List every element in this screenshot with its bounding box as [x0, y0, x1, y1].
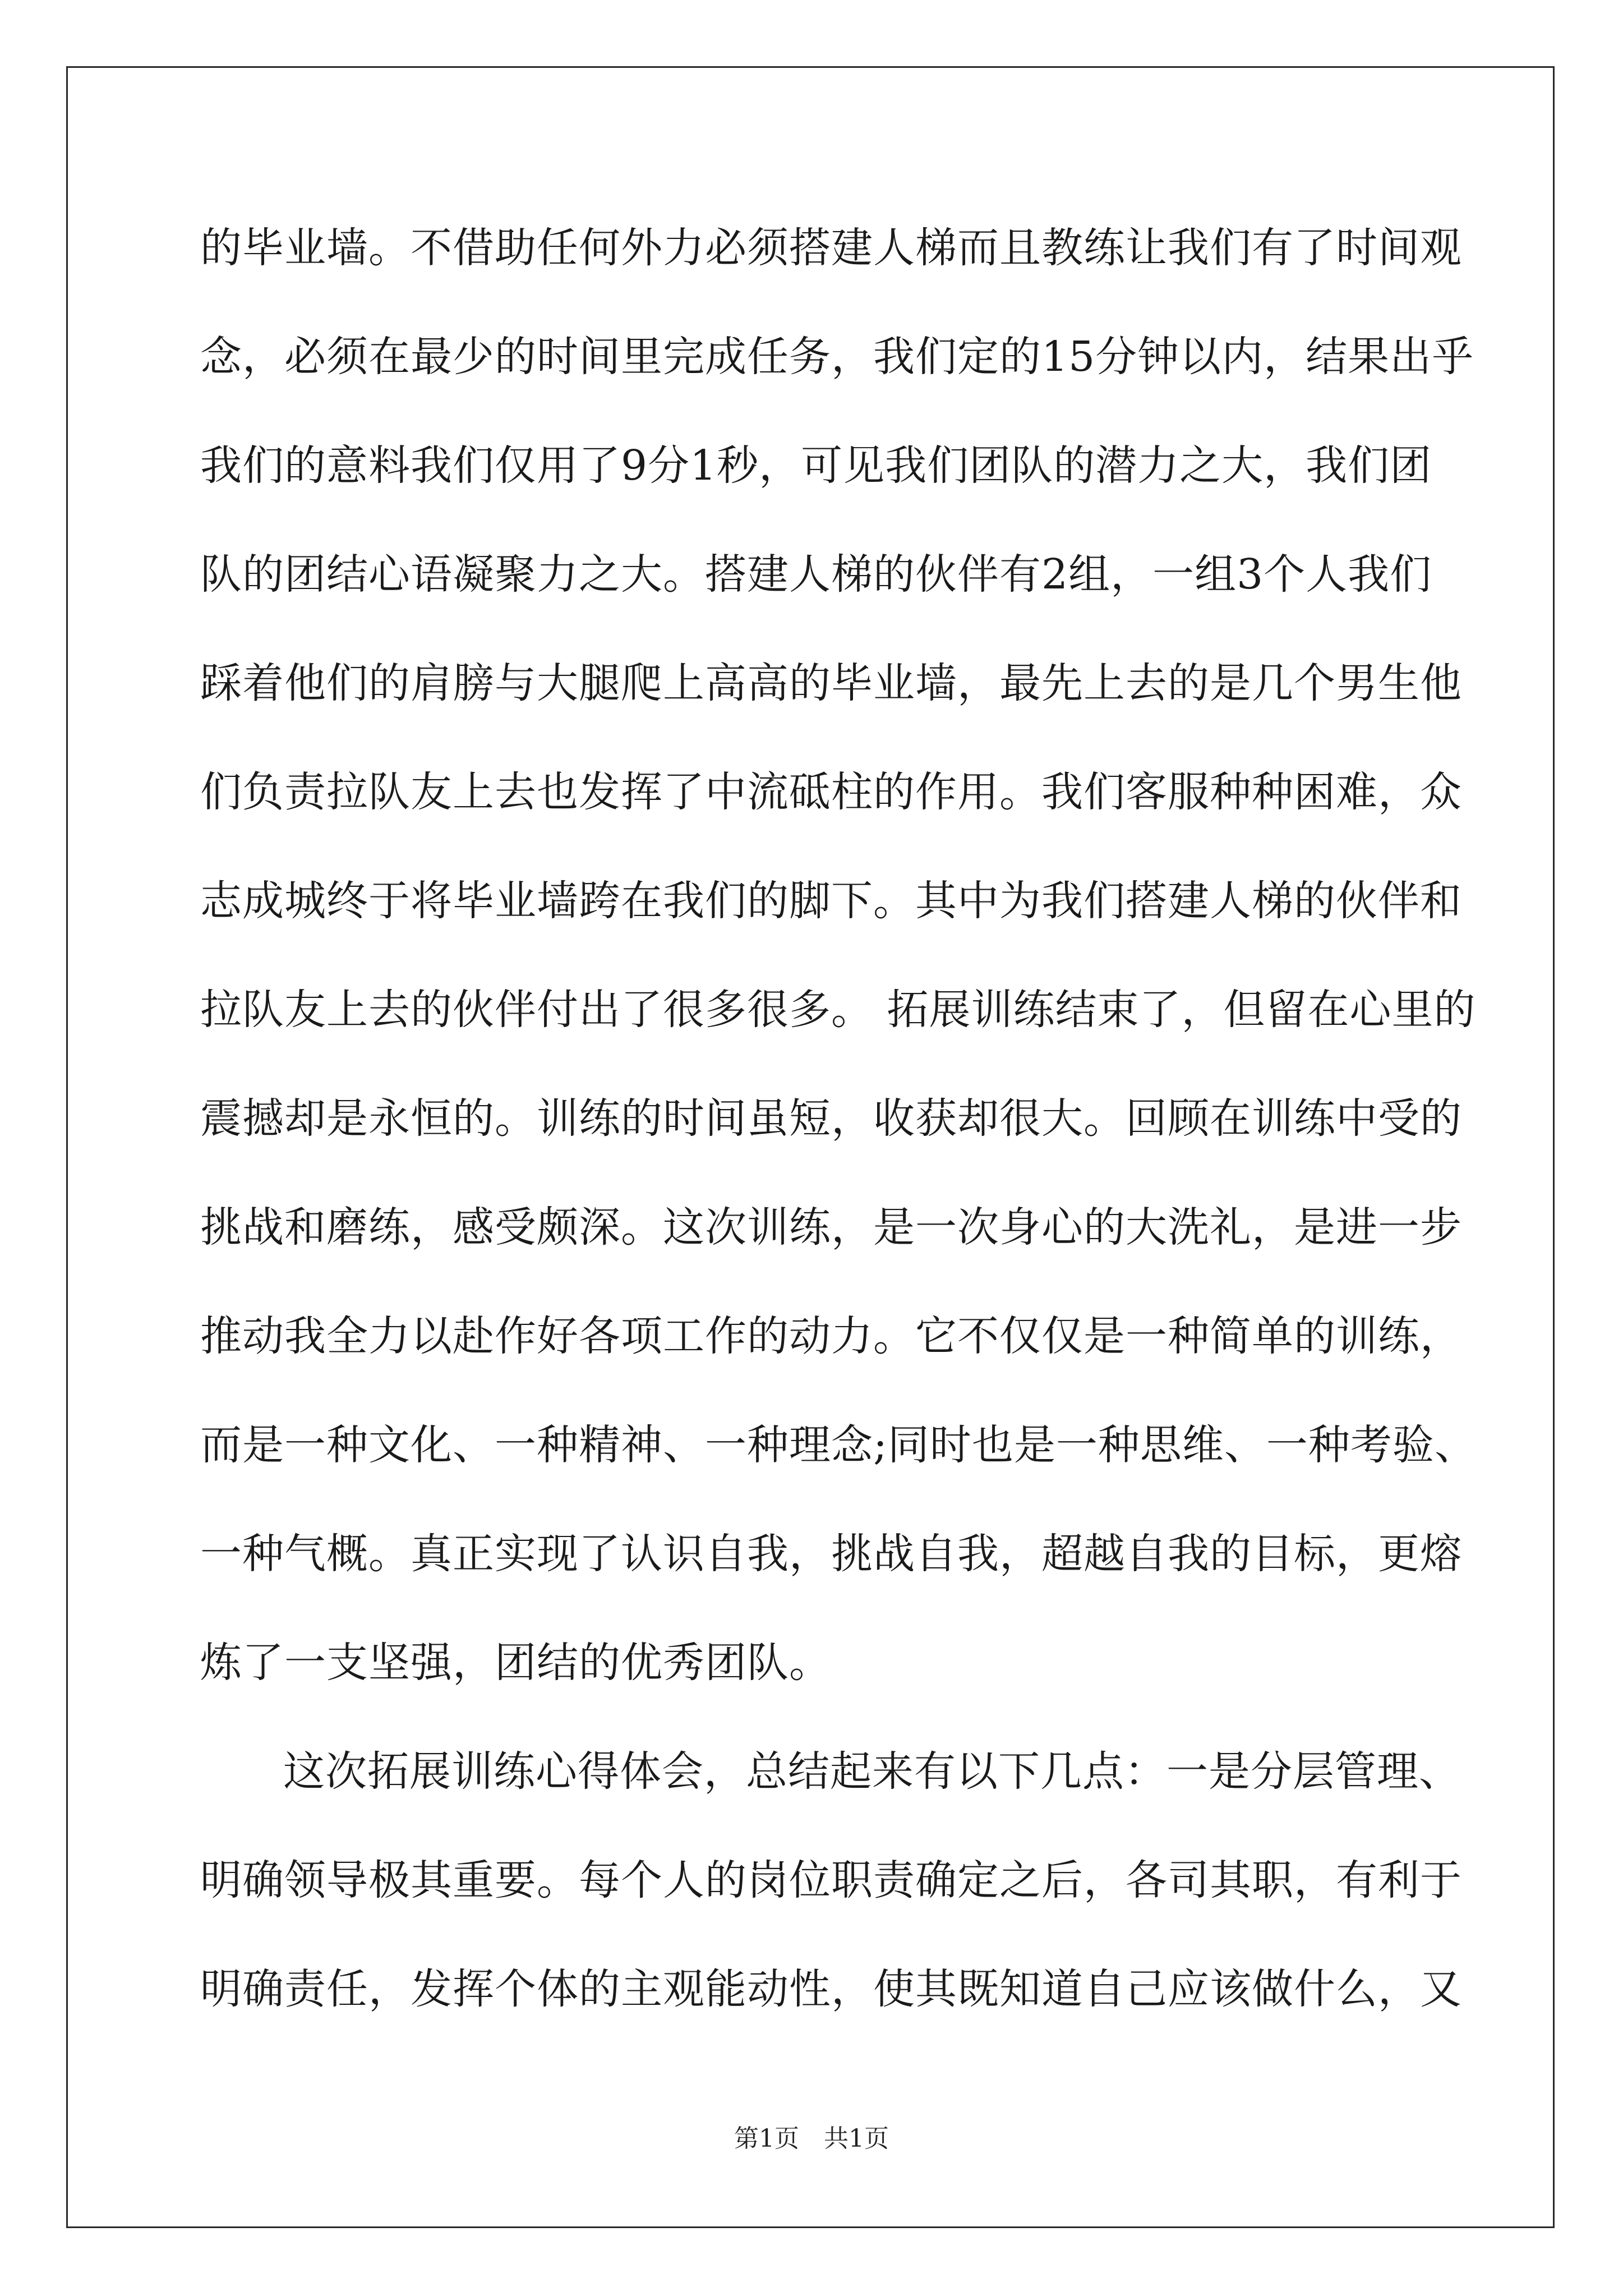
text-line: 的毕业墙。不借助任何外力必须搭建人梯而且教练让我们有了时间观 — [200, 224, 1462, 272]
text-line: 炼了一支坚强，团结的优秀团队。 — [200, 1639, 831, 1687]
text-line: 拉队友上去的伙伴付出了很多很多。 拓展训练结束了，但留在心里的 — [200, 986, 1476, 1034]
text-line: 明确领导极其重要。每个人的岗位职责确定之后，各司其职，有利于 — [200, 1856, 1462, 1904]
paragraph-first-line: 这次拓展训练心得体会，总结起来有以下几点：一是分层管理、 — [283, 1747, 1461, 1796]
page-footer — [0, 2122, 1623, 2156]
text-line: 一种气概。真正实现了认识自我，挑战自我，超越自我的目标，更熔 — [200, 1530, 1462, 1578]
text-line: 们负责拉队友上去也发挥了中流砥柱的作用。我们客服种种困难，众 — [200, 768, 1462, 816]
text-line: 而是一种文化、一种精神、一种理念;同时也是一种思维、一种考验、 — [200, 1421, 1477, 1469]
text-line: 念，必须在最少的时间里完成任务，我们定的15分钟以内，结果出乎 — [200, 333, 1474, 381]
text-line: 踩着他们的肩膀与大腿爬上高高的毕业墙，最先上去的是几个男生他 — [200, 659, 1462, 707]
text-line: 挑战和磨练，感受颇深。这次训练，是一次身心的大洗礼，是进一步 — [200, 1203, 1462, 1251]
text-line: 我们的意料我们仅用了9分1秒，可见我们团队的潜力之大，我们团 — [200, 441, 1432, 490]
text-line: 震撼却是永恒的。训练的时间虽短，收获却很大。回顾在训练中受的 — [200, 1094, 1462, 1143]
text-line: 志成城终于将毕业墙跨在我们的脚下。其中为我们搭建人梯的伙伴和 — [200, 877, 1462, 925]
page-total: 共1页 — [824, 2124, 889, 2153]
text-line: 推动我全力以赴作好各项工作的动力。它不仅仅是一种简单的训练， — [200, 1312, 1462, 1360]
text-line: 明确责任，发挥个体的主观能动性，使其既知道自己应该做什么，又 — [200, 1965, 1462, 2013]
text-line: 队的团结心语凝聚力之大。搭建人梯的伙伴有2组，一组3个人我们 — [200, 550, 1432, 599]
document-body — [200, 214, 1477, 2064]
page-number: 第1页 — [734, 2124, 799, 2153]
